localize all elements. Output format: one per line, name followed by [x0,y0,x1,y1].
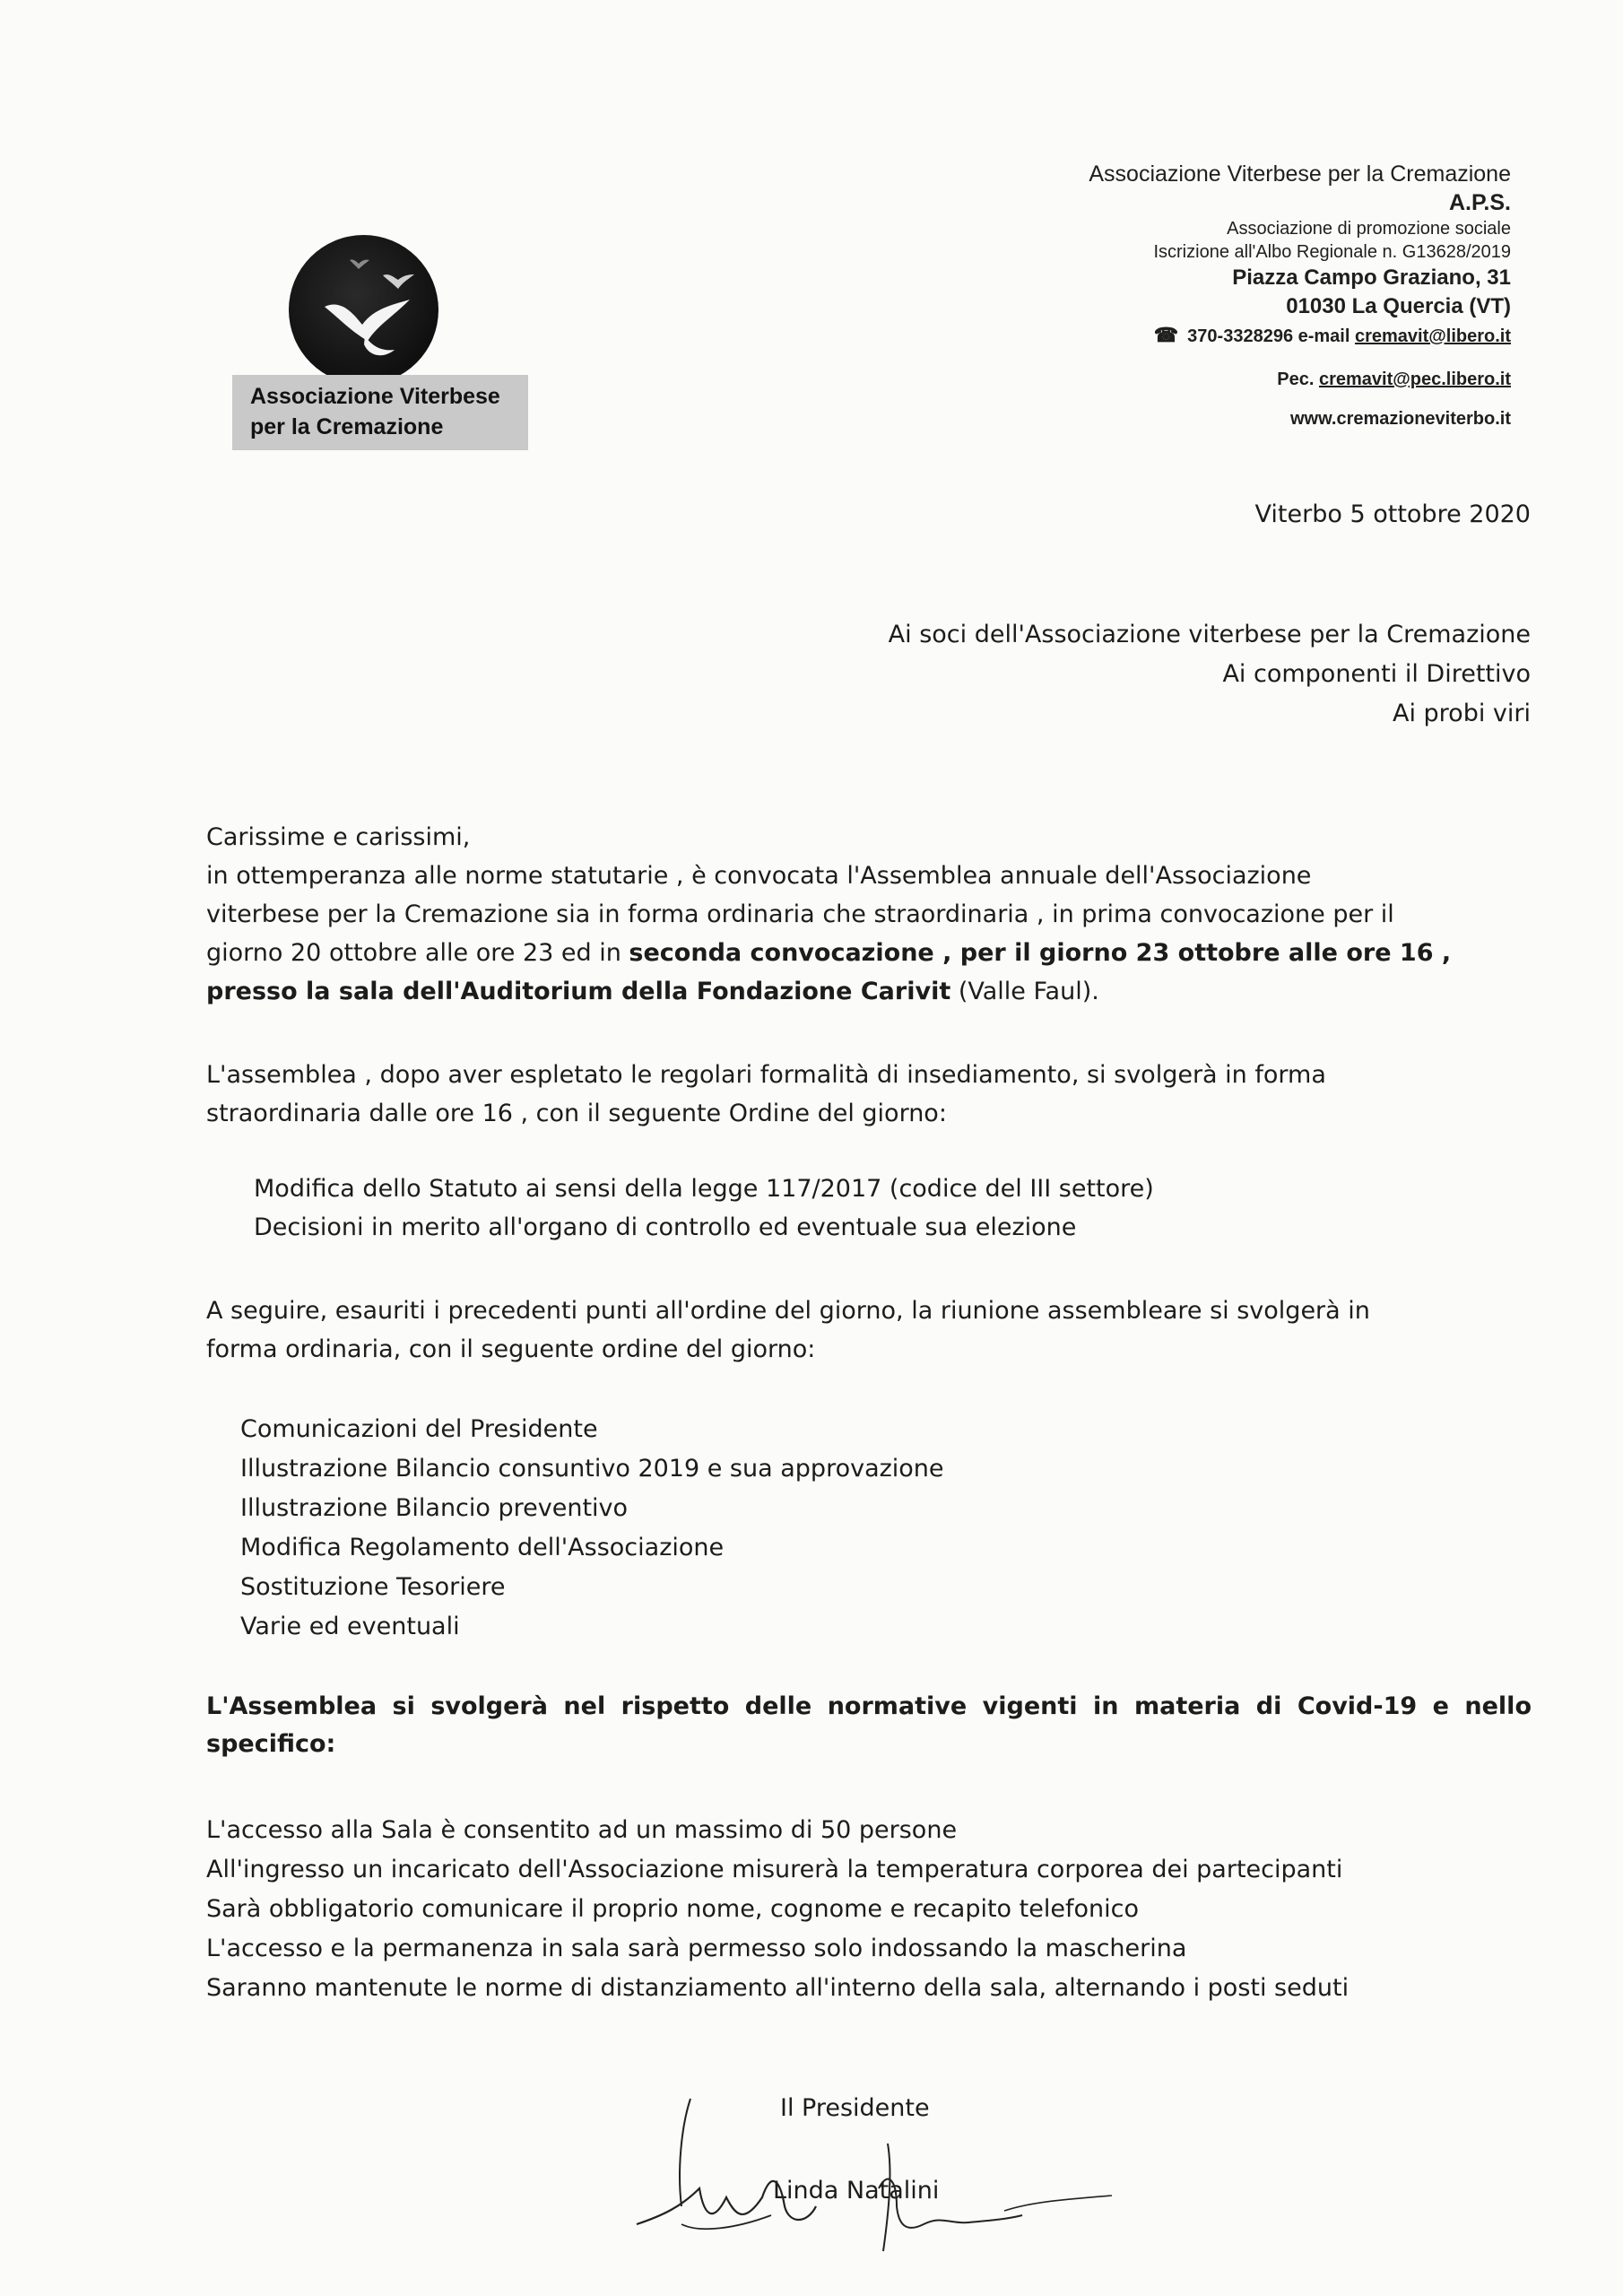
intro-paragraph [206,857,1451,1011]
letter-date: Viterbo 5 ottobre 2020 [1254,500,1531,528]
covid-heading-line: L'Assemblea si svolgerà nel rispetto delle normative vigenti in materia di Covid-19 e nello [206,1692,1532,1720]
covid-heading [206,1688,1532,1763]
birds-logo-icon [289,235,438,385]
paragraph-line: straordinaria dalle ore 16 , con il seguente Ordine del giorno: [206,1100,947,1127]
recipients [889,615,1531,734]
intro-line: in ottemperanza alle norme statutarie , è convocata l'Assemblea annuale dell'Associazione [206,862,1312,890]
list-item: All'ingresso un incaricato dell'Associazione misurerà la temperatura corporea dei partecipanti [206,1856,1343,1883]
recipient-line: Ai soci dell'Associazione viterbese per la Cremazione [888,621,1531,648]
list-item: L'accesso e la permanenza in sala sarà permesso solo indossando la mascherina [206,1935,1187,1962]
phone-email-prefix: 370-3328296 e-mail [1187,326,1355,346]
street-address: Piazza Campo Graziano, 31 [1232,265,1511,290]
signature-name: Linda Natalini [773,2177,940,2205]
list-item: Modifica Regolamento dell'Associazione [240,1534,725,1561]
list-item: Comunicazioni del Presidente [240,1415,598,1443]
pec-link[interactable]: cremavit@pec.libero.it [1318,370,1511,389]
extraordinary-paragraph [206,1056,1326,1133]
city-address: 01030 La Quercia (VT) [1286,294,1511,318]
list-item: Sostituzione Tesoriere [240,1573,506,1601]
org-name: Associazione Viterbese per la Cremazione [1089,161,1511,187]
paragraph-line: A seguire, esauriti i precedenti punti all'ordine del giorno, la riunione assembleare si svolgerà in [206,1297,1370,1325]
intro-bold: presso la sala dell'Auditorium della Fondazione Carivit [206,978,951,1005]
contact-line [829,323,1511,349]
list-item: Illustrazione Bilancio preventivo [240,1494,629,1522]
registry-number: Iscrizione all'Albo Regionale n. G13628/2019 [1153,242,1511,262]
intro-line [206,972,1451,1011]
list-item: Varie ed eventuali [240,1613,460,1640]
signature-title: Il Presidente [780,2094,930,2122]
paragraph-line: L'assemblea , dopo aver espletato le regolari formalità di insediamento, si svolgerà in forma [206,1061,1326,1089]
logo-label [232,375,528,450]
list-item: Sarà obbligatorio comunicare il proprio nome, cognome e recapito telefonico [206,1895,1139,1923]
ordinary-agenda [240,1410,944,1647]
ordinary-paragraph [206,1292,1370,1369]
intro-text: (Valle Faul). [950,978,1099,1005]
covid-rules [206,1811,1349,2008]
handwritten-signature [628,2090,1130,2269]
logo-label-line1: Associazione Viterbese [250,384,500,409]
website-link[interactable]: www.cremazioneviterbo.it [1290,409,1511,429]
email-link[interactable]: cremavit@libero.it [1354,326,1511,346]
pec-prefix: Pec. [1277,370,1319,389]
intro-line: viterbese per la Cremazione sia in forma ordinaria che straordinaria , in prima convocazione per il [206,900,1394,928]
covid-heading-line: specifico: [206,1730,336,1758]
list-item: Decisioni in merito all'organo di controllo ed eventuale sua elezione [254,1213,1077,1241]
list-item: Saranno mantenute le norme di distanziamento all'interno della sala, alternando i posti seduti [206,1974,1350,2002]
org-description: Associazione di promozione sociale [1227,219,1511,239]
list-item: Illustrazione Bilancio consuntivo 2019 e sua approvazione [240,1455,944,1483]
paragraph-line: forma ordinaria, con il seguente ordine del giorno: [206,1335,816,1363]
logo-emblem [289,235,438,385]
org-type: A.P.S. [1448,190,1511,215]
intro-bold: seconda convocazione , per il giorno 23 ottobre alle ore 16 , [629,939,1452,967]
list-item: L'accesso alla Sala è consentito ad un massimo di 50 persone [206,1816,958,1844]
intro-text: giorno 20 ottobre alle ore 23 ed in [206,939,629,967]
telephone-icon: ☎ [1153,324,1179,346]
recipient-line: Ai componenti il Direttivo [1222,660,1531,688]
recipient-line: Ai probi viri [1392,700,1531,727]
greeting: Carissime e carissimi, [206,823,471,851]
extraordinary-agenda [254,1170,1154,1247]
list-item: Modifica dello Statuto ai sensi della legge 117/2017 (codice del III settore) [254,1175,1154,1203]
pec-line [829,367,1511,392]
logo-label-line2: per la Cremazione [250,414,444,439]
intro-line [206,934,1451,972]
letterhead [829,160,1511,431]
